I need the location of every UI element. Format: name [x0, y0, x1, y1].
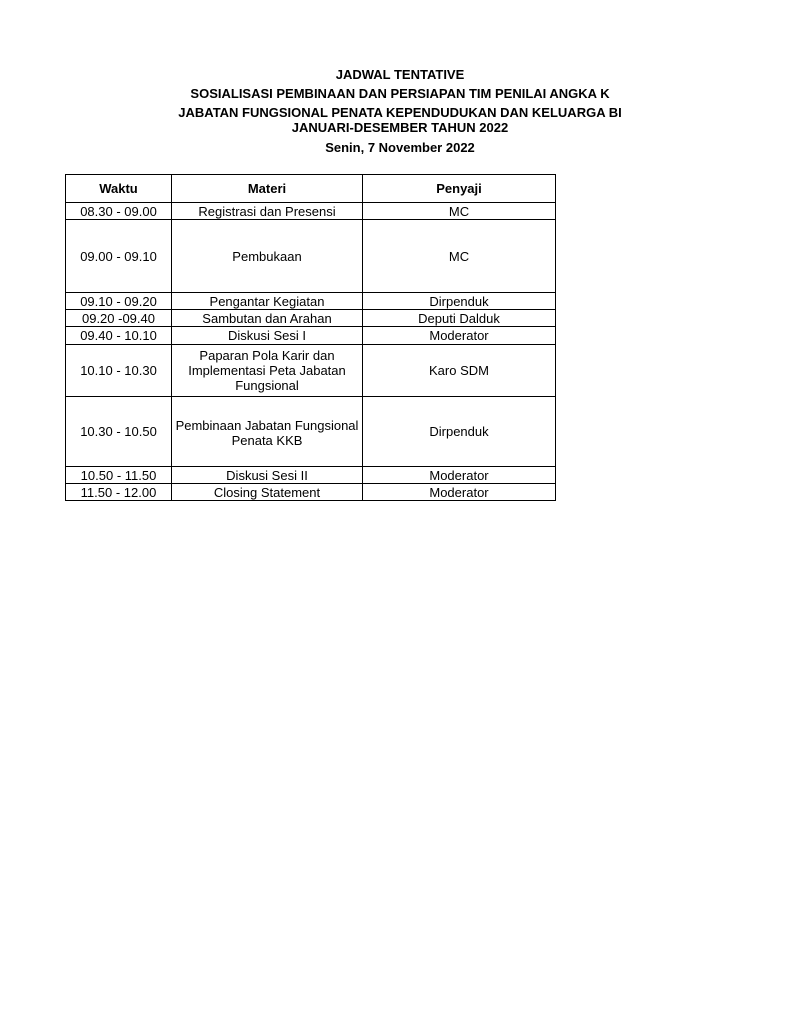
schedule-title: JADWAL TENTATIVE: [335, 67, 465, 82]
cell-penyaji: MC: [363, 220, 556, 293]
table-row: [66, 345, 556, 397]
cell-waktu: 09.00 - 09.10: [66, 220, 172, 293]
event-subtitle: JABATAN FUNGSIONAL PENATA KEPENDUDUKAN DAN KELUARGA BI: [178, 105, 622, 120]
cell-materi: Paparan Pola Karir dan Implementasi Peta Jabatan Fungsional: [172, 345, 363, 397]
table-row: [66, 220, 556, 293]
table-row: [66, 310, 556, 327]
cell-materi: Pembinaan Jabatan Fungsional Penata KKB: [172, 397, 363, 467]
event-date: Senin, 7 November 2022: [325, 140, 475, 155]
table-row: [66, 293, 556, 310]
cell-materi: Diskusi Sesi I: [172, 327, 363, 345]
cell-penyaji: Moderator: [363, 484, 556, 501]
cell-penyaji: Moderator: [363, 467, 556, 484]
table-row: [66, 203, 556, 220]
column-header-materi: Materi: [172, 175, 363, 203]
cell-waktu: 10.10 - 10.30: [66, 345, 172, 397]
cell-materi: Sambutan dan Arahan: [172, 310, 363, 327]
cell-penyaji: Deputi Dalduk: [363, 310, 556, 327]
table-row: [66, 467, 556, 484]
cell-materi: Closing Statement: [172, 484, 363, 501]
column-header-waktu: Waktu: [66, 175, 172, 203]
cell-penyaji: Moderator: [363, 327, 556, 345]
cell-waktu: 11.50 - 12.00: [66, 484, 172, 501]
cell-waktu: 10.30 - 10.50: [66, 397, 172, 467]
schedule-table: [65, 174, 556, 501]
event-period: JANUARI-DESEMBER TAHUN 2022: [291, 120, 509, 135]
table-row: [66, 397, 556, 467]
cell-materi: Pembukaan: [172, 220, 363, 293]
column-header-penyaji: Penyaji: [363, 175, 556, 203]
cell-waktu: 09.40 - 10.10: [66, 327, 172, 345]
cell-materi: Registrasi dan Presensi: [172, 203, 363, 220]
cell-penyaji: Karo SDM: [363, 345, 556, 397]
cell-waktu: 10.50 - 11.50: [66, 467, 172, 484]
table-header-row: [66, 175, 556, 203]
table-row: [66, 327, 556, 345]
table-row: [66, 484, 556, 501]
event-title: SOSIALISASI PEMBINAAN DAN PERSIAPAN TIM PENILAI ANGKA K: [190, 86, 610, 101]
cell-materi: Diskusi Sesi II: [172, 467, 363, 484]
cell-penyaji: Dirpenduk: [363, 293, 556, 310]
cell-materi: Pengantar Kegiatan: [172, 293, 363, 310]
cell-waktu: 09.20 -09.40: [66, 310, 172, 327]
cell-waktu: 09.10 - 09.20: [66, 293, 172, 310]
cell-penyaji: Dirpenduk: [363, 397, 556, 467]
cell-waktu: 08.30 - 09.00: [66, 203, 172, 220]
cell-penyaji: MC: [363, 203, 556, 220]
